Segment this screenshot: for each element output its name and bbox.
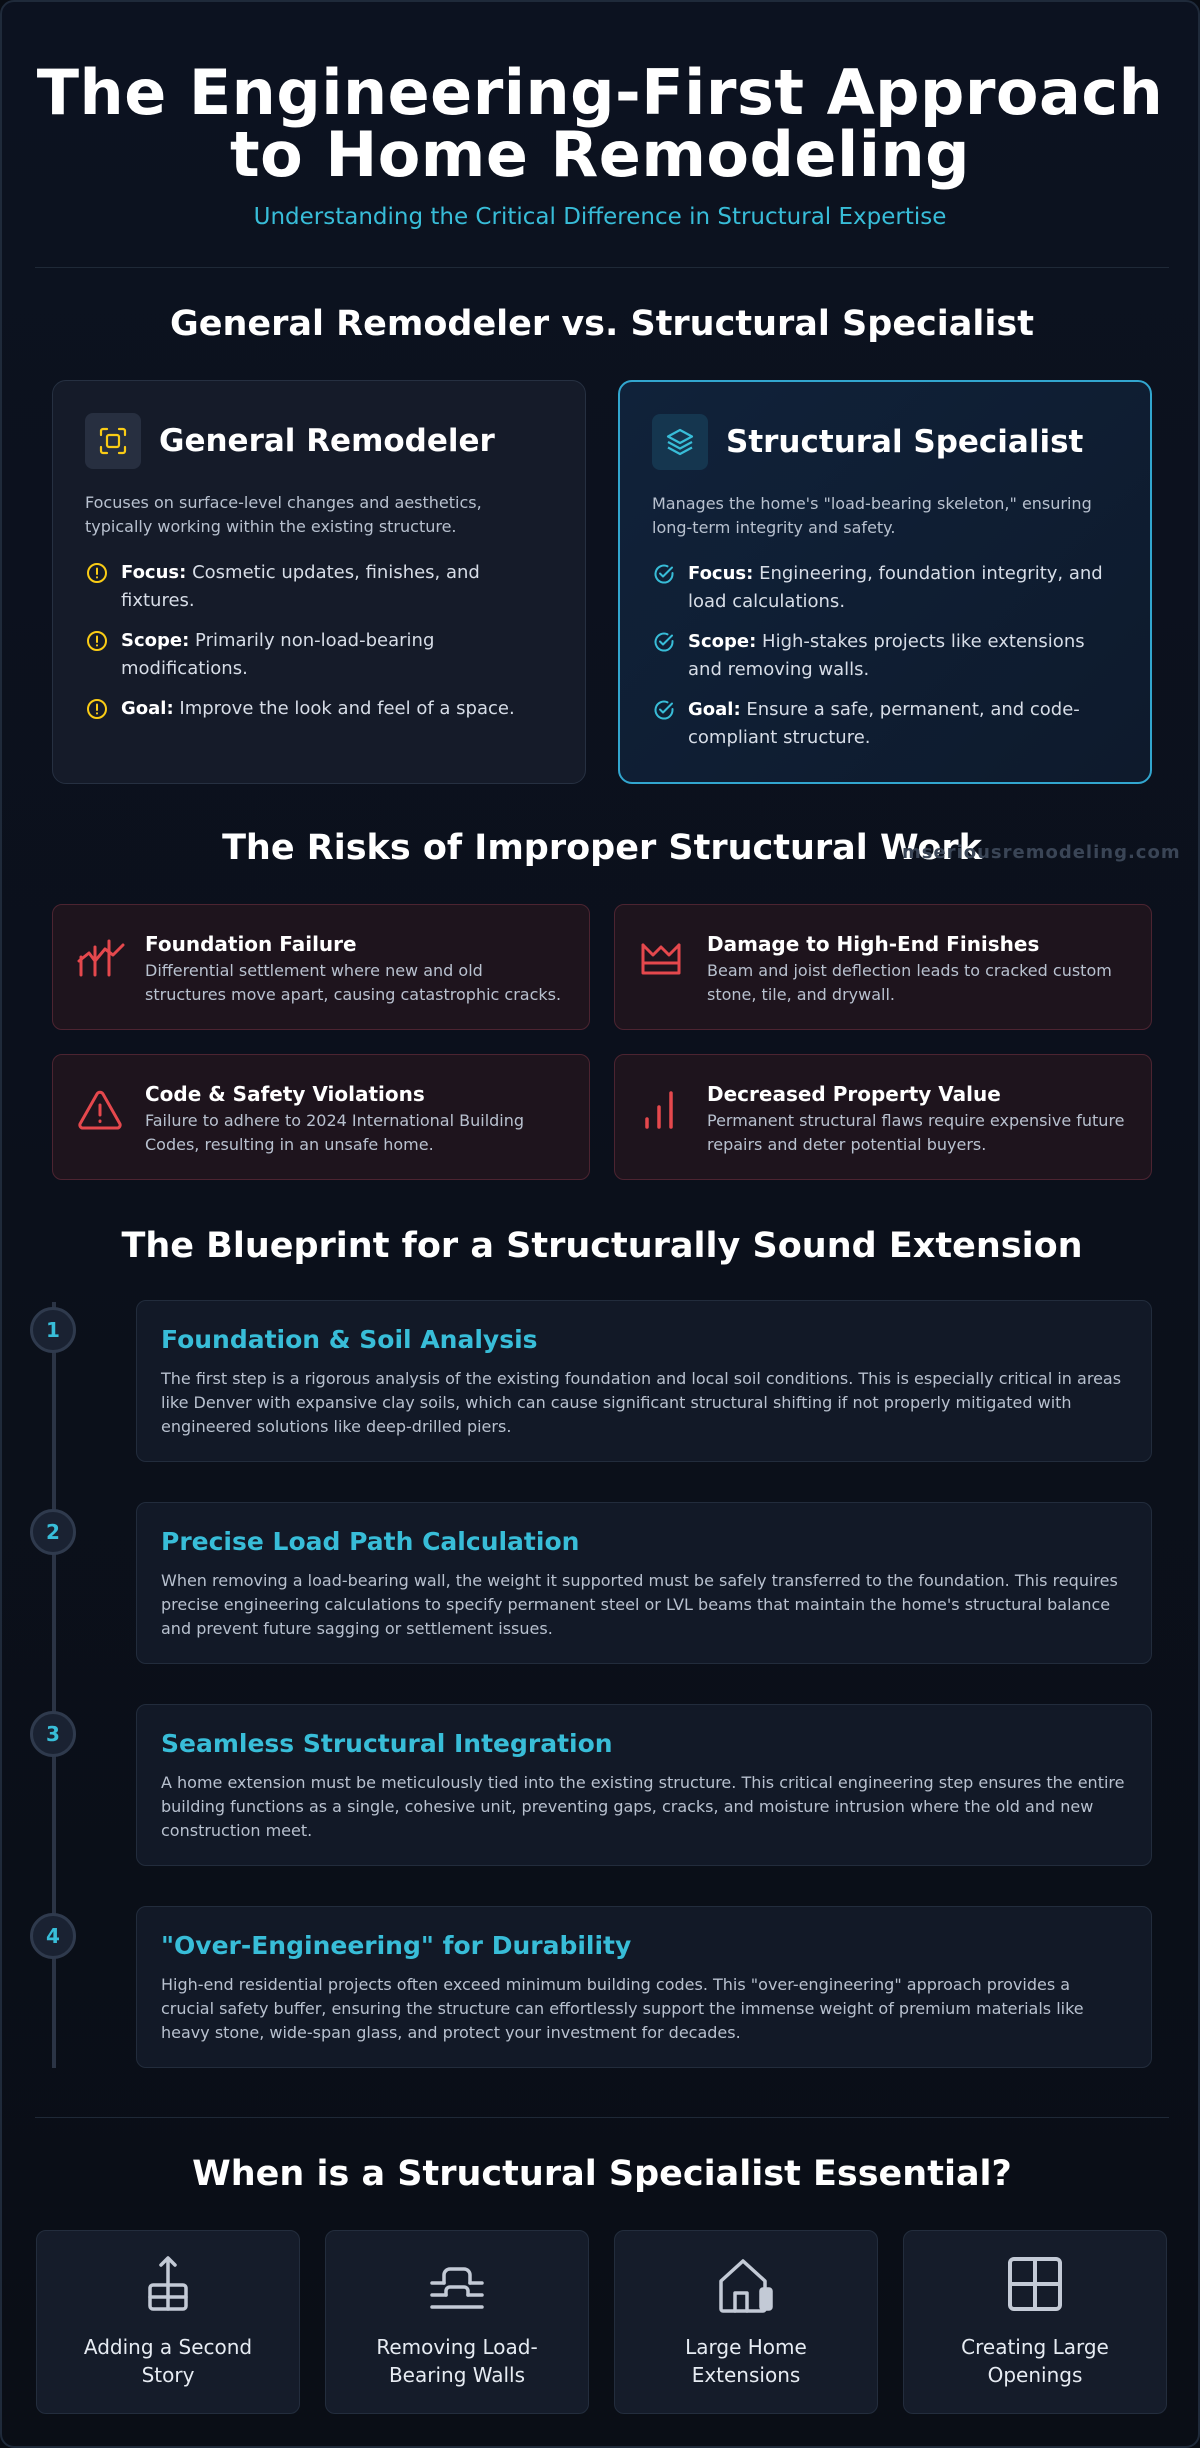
step-number-badge: 2 [30, 1509, 76, 1555]
general-remodeler-title: General Remodeler [159, 423, 495, 459]
list-item: Scope: Primarily non-load-bearing modifications. [85, 627, 553, 683]
alert-circle-icon [85, 561, 109, 594]
general-remodeler-list [85, 559, 553, 730]
page-title-line1: The Engineering-First Approach [36, 56, 1164, 129]
step-title: "Over-Engineering" for Durability [161, 1931, 632, 1960]
check-circle-icon [652, 562, 676, 595]
step-description: A home extension must be meticulously tied into the existing structure. This critical engineering step ensures the entire building functions as a single, cohesive unit, preventing gaps, cracks, and moisture intrusion where the old and new construction meet. [161, 1773, 1125, 1840]
risk-description: Beam and joist deflection leads to cracked custom stone, tile, and drywall. [707, 961, 1112, 1004]
step-title: Foundation & Soil Analysis [161, 1325, 538, 1354]
blueprint-heading: The Blueprint for a Structurally Sound Extension [121, 1226, 1083, 1266]
risk-title: Decreased Property Value [707, 1082, 1001, 1106]
step-number-badge: 3 [30, 1711, 76, 1757]
divider-top [35, 267, 1169, 268]
window-grid-icon [904, 2255, 1166, 2319]
structural-specialist-card [618, 380, 1152, 784]
step-card-load-path [136, 1502, 1152, 1664]
layers-icon [652, 414, 708, 470]
essential-label: Removing Load-Bearing Walls [376, 2335, 538, 2387]
comparison-section [52, 380, 1152, 784]
essential-card-large-openings [903, 2230, 1167, 2414]
essential-label: Large Home Extensions [685, 2335, 807, 2387]
risk-description: Permanent structural flaws require expensive future repairs and deter potential buyers. [707, 1111, 1125, 1154]
cracked-structure-icon [77, 939, 127, 1003]
risk-description: Differential settlement where new and old structures move apart, causing catastrophic cracks. [145, 961, 562, 1004]
structural-specialist-list [652, 560, 1118, 752]
list-item: Goal: Ensure a safe, permanent, and code-compliant structure. [652, 696, 1118, 752]
step-description: The first step is a rigorous analysis of the existing foundation and local soil conditions. This is especially critical in areas like Denver with expansive clay soils, which can cause significant structural shifting if not properly mitigated with engineered solutions like deep-drilled piers. [161, 1369, 1122, 1436]
list-item: Scope: High-stakes projects like extensions and removing walls. [652, 628, 1118, 684]
risk-card-finish-damage [614, 904, 1152, 1030]
list-item: Focus: Engineering, foundation integrity, and load calculations. [652, 560, 1118, 616]
essential-heading: When is a Structural Specialist Essential? [192, 2154, 1012, 2194]
sagging-beam-icon [639, 939, 689, 1003]
risks-heading: The Risks of Improper Structural Work [222, 828, 982, 868]
risk-title: Code & Safety Violations [145, 1082, 425, 1106]
risk-card-property-value [614, 1054, 1152, 1180]
page-title [2, 56, 1198, 191]
step-card-over-engineering [136, 1906, 1152, 2068]
risk-title: Damage to High-End Finishes [707, 932, 1040, 956]
divider-bottom [35, 2117, 1169, 2118]
check-circle-icon [652, 698, 676, 731]
risk-card-code-violations [52, 1054, 590, 1180]
list-item: Goal: Improve the look and feel of a space. [85, 695, 553, 730]
watermark: mseriousremodeling.com [902, 842, 1181, 863]
bar-chart-icon [639, 1089, 689, 1153]
step-number-badge: 4 [30, 1913, 76, 1959]
house-extension-icon [615, 2255, 877, 2319]
check-circle-icon [652, 630, 676, 663]
essential-card-remove-walls [325, 2230, 589, 2414]
hero [2, 2, 1198, 230]
step-description: When removing a load-bearing wall, the weight it supported must be safely transferred to the foundation. This requires precise engineering calculations to specify permanent steel or LVL beams that maintain the home's structural balance and prevent future sagging or settlement issues. [161, 1571, 1118, 1638]
risk-description: Failure to adhere to 2024 International Building Codes, resulting in an unsafe home. [145, 1111, 525, 1154]
add-story-icon [37, 2255, 299, 2319]
warning-triangle-icon [77, 1089, 127, 1153]
essential-card-home-extensions [614, 2230, 878, 2414]
step-number-badge: 1 [30, 1307, 76, 1353]
risk-title: Foundation Failure [145, 932, 357, 956]
structural-specialist-title: Structural Specialist [726, 424, 1084, 460]
step-description: High-end residential projects often exceed minimum building codes. This "over-engineering" approach provides a crucial safety buffer, ensuring the structure can effortlessly support the immense weight of premium materials like heavy stone, wide-span glass, and protect your investment for decades. [161, 1975, 1084, 2042]
step-card-structural-integration [136, 1704, 1152, 1866]
risk-card-foundation-failure [52, 904, 590, 1030]
list-item: Focus: Cosmetic updates, finishes, and fixtures. [85, 559, 553, 615]
general-remodeler-card [52, 380, 586, 784]
page-title-line2: to Home Remodeling [230, 118, 970, 191]
page-subtitle: Understanding the Critical Difference in Structural Expertise [253, 204, 947, 230]
essential-label: Adding a Second Story [83, 2335, 253, 2387]
beam-removal-icon [326, 2255, 588, 2319]
alert-circle-icon [85, 697, 109, 730]
structural-specialist-description: Manages the home's "load-bearing skeleton," ensuring long-term integrity and safety. [652, 494, 1092, 537]
alert-circle-icon [85, 629, 109, 662]
essential-label: Creating Large Openings [961, 2335, 1109, 2387]
comparison-heading: General Remodeler vs. Structural Specialist [170, 304, 1034, 344]
step-title: Precise Load Path Calculation [161, 1527, 580, 1556]
step-title: Seamless Structural Integration [161, 1729, 613, 1758]
general-remodeler-description: Focuses on surface-level changes and aesthetics, typically working within the existing structure. [85, 493, 482, 536]
step-card-foundation-analysis [136, 1300, 1152, 1462]
frame-icon [85, 413, 141, 469]
essential-card-second-story [36, 2230, 300, 2414]
